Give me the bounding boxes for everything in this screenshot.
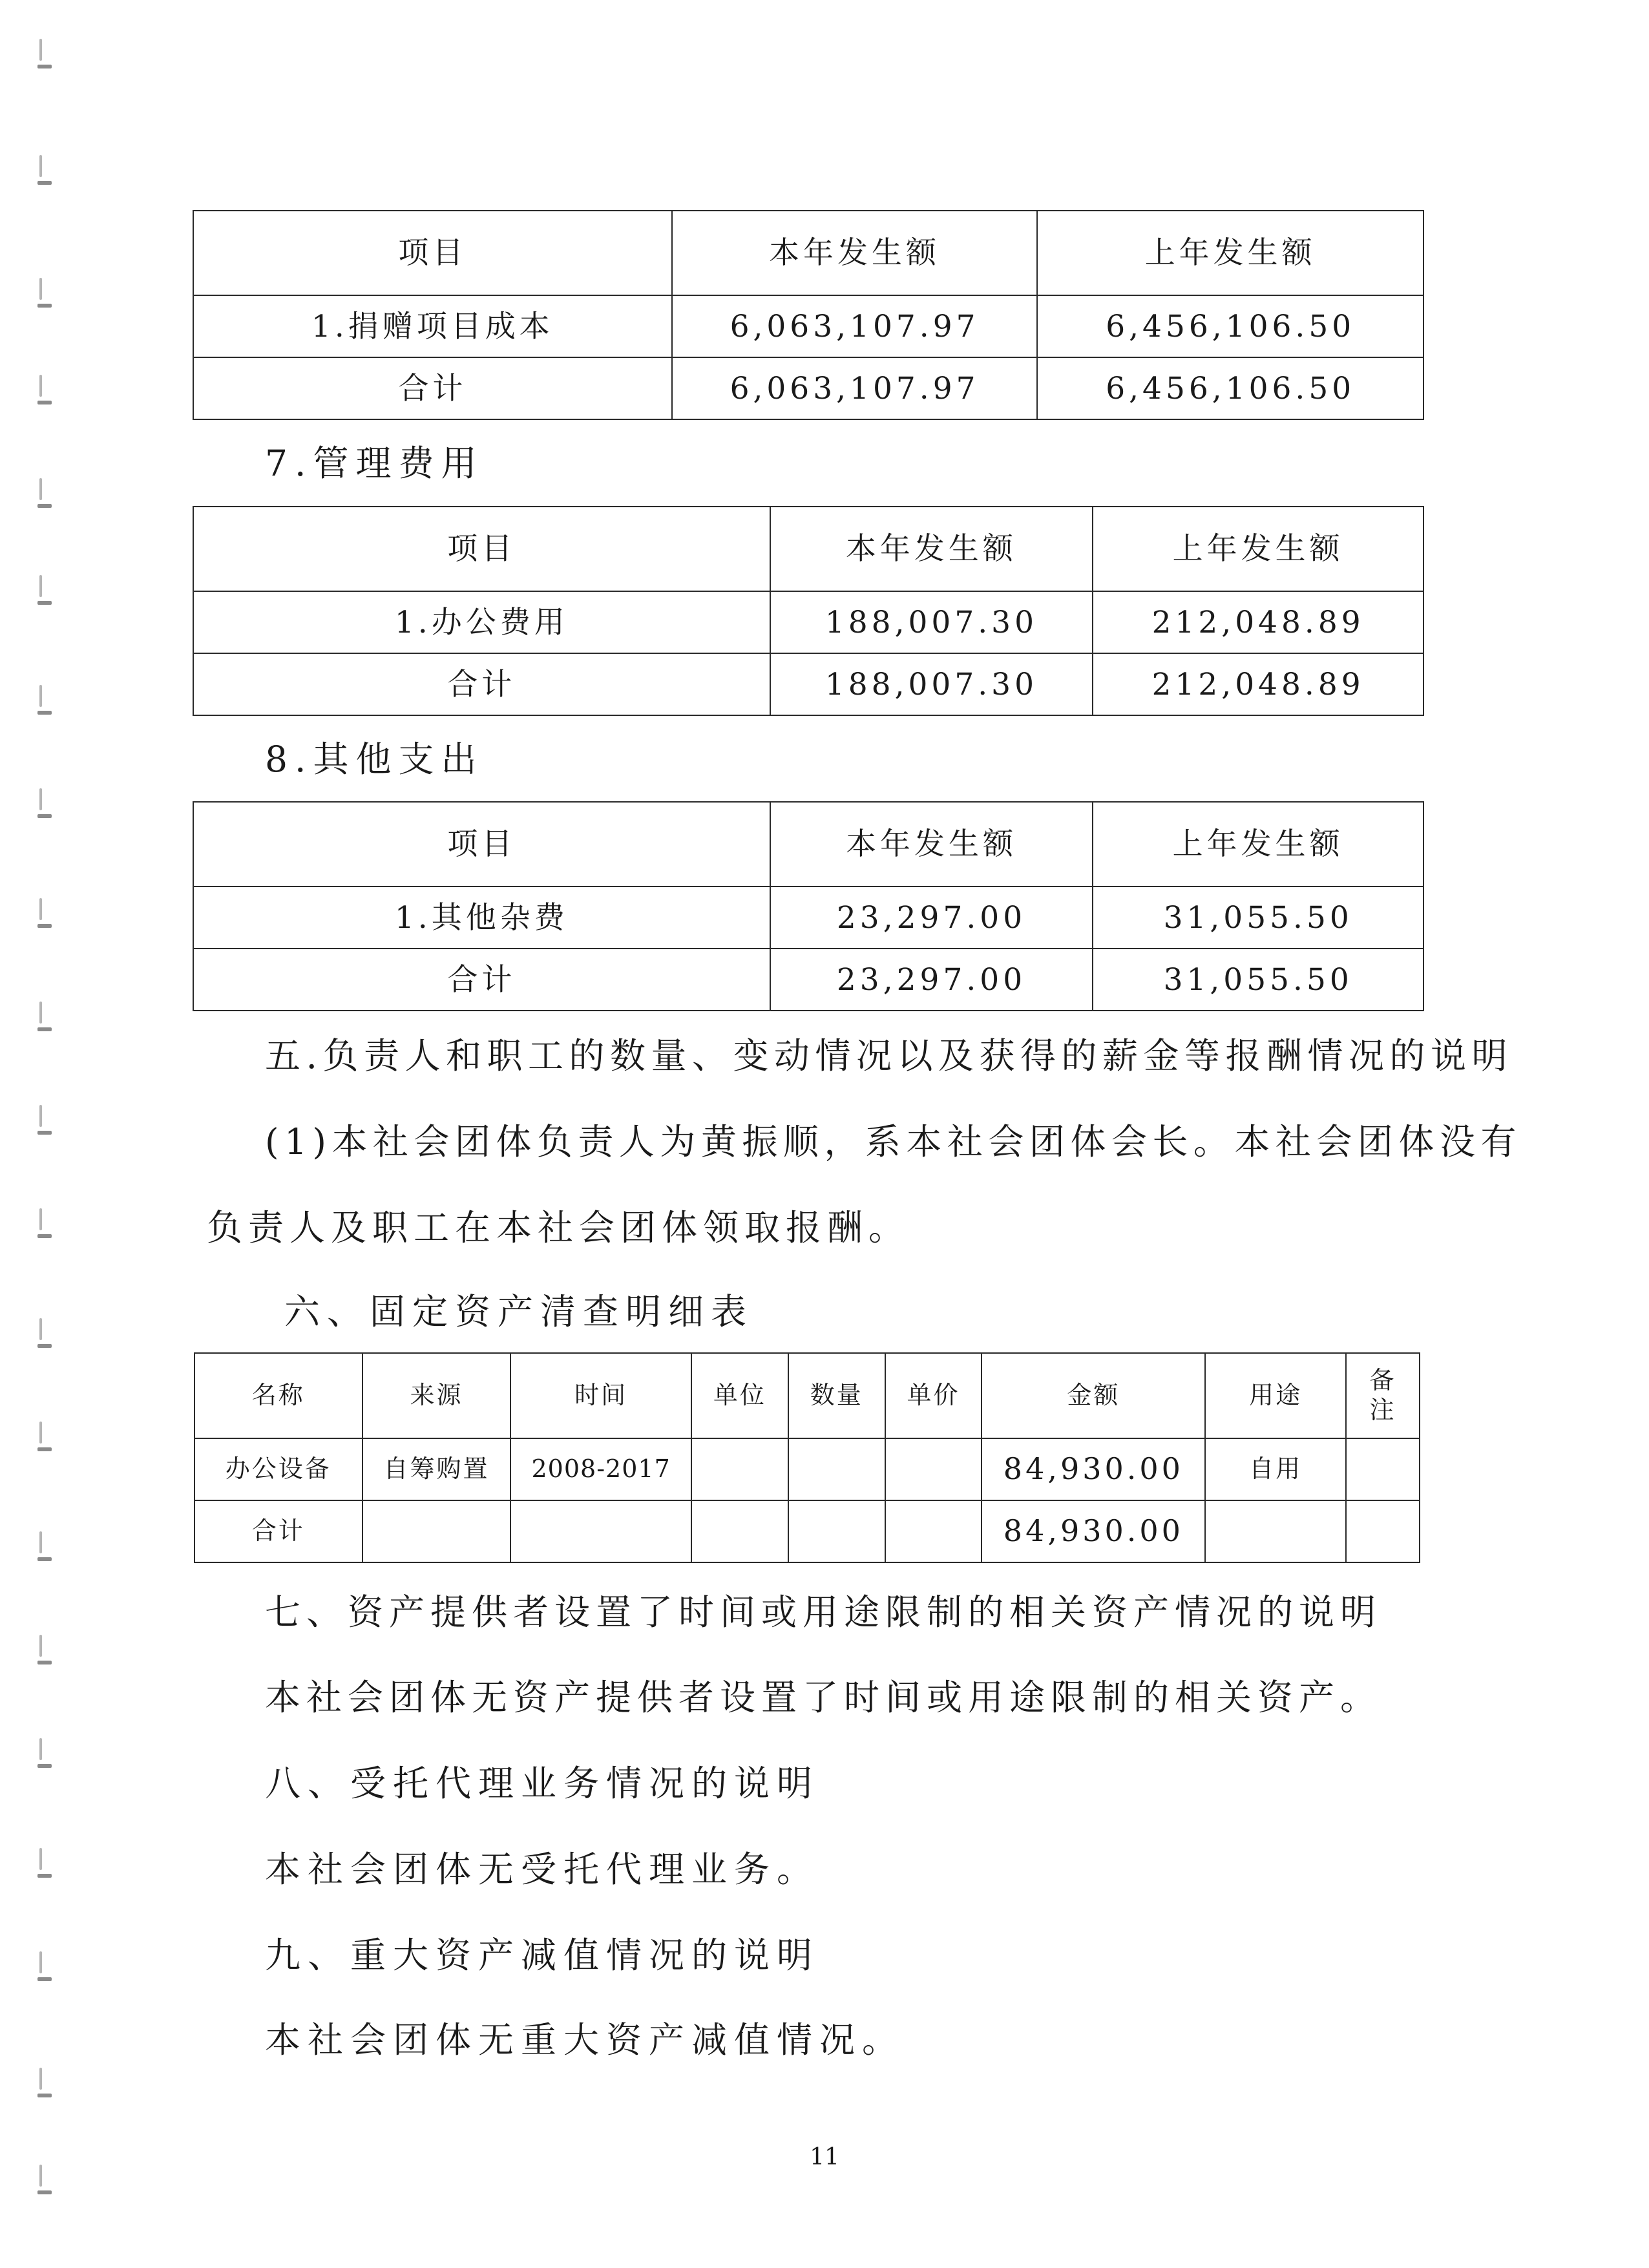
item-cell: 合计 xyxy=(193,949,770,1011)
header-cell: 本年发生额 xyxy=(770,802,1093,887)
section-5-title: 五.负责人和职工的数量、变动情况以及获得的薪金等报酬情况的说明 xyxy=(265,1035,1513,1076)
section-7b-title: 七、资产提供者设置了时间或用途限制的相关资产情况的说明 xyxy=(265,1591,1382,1633)
section-9-title: 九、重大资产减值情况的说明 xyxy=(265,1935,820,1976)
previous-year-cell: 31,055.50 xyxy=(1093,887,1423,949)
table-header-row xyxy=(194,1353,1420,1438)
header-cell: 本年发生额 xyxy=(672,211,1038,295)
header-cell: 上年发生额 xyxy=(1093,507,1423,591)
previous-year-cell: 6,456,106.50 xyxy=(1037,295,1423,357)
source-cell: 自筹购置 xyxy=(362,1438,511,1500)
remark-cell xyxy=(1346,1500,1420,1562)
table-row-total xyxy=(193,949,1423,1011)
section-9-body: 本社会团体无重大资产减值情况。 xyxy=(265,2019,905,2061)
current-year-cell: 6,063,107.97 xyxy=(672,295,1038,357)
previous-year-cell: 6,456,106.50 xyxy=(1037,357,1423,419)
table-row xyxy=(194,1438,1420,1500)
table-row xyxy=(193,591,1423,653)
header-cell: 备注 xyxy=(1346,1353,1420,1438)
header-cell: 上年发生额 xyxy=(1037,211,1423,295)
table-row-total xyxy=(193,653,1423,715)
usage-cell xyxy=(1205,1500,1346,1562)
unit-cell xyxy=(691,1500,788,1562)
current-year-cell: 23,297.00 xyxy=(770,887,1093,949)
header-cell: 单价 xyxy=(885,1353,982,1438)
section-5-paragraph-line1: (1)本社会团体负责人为黄振顺，系本社会团体会长。本社会团体没有 xyxy=(265,1121,1522,1162)
header-cell: 项目 xyxy=(193,802,770,887)
unit-cell xyxy=(691,1438,788,1500)
header-cell: 名称 xyxy=(194,1353,362,1438)
name-cell: 办公设备 xyxy=(194,1438,362,1500)
header-cell: 本年发生额 xyxy=(770,507,1093,591)
item-cell: 1.其他杂费 xyxy=(193,887,770,949)
item-cell: 1.捐赠项目成本 xyxy=(193,295,672,357)
table-row-total xyxy=(194,1500,1420,1562)
previous-year-cell: 212,048.89 xyxy=(1093,591,1423,653)
item-cell: 合计 xyxy=(193,653,770,715)
table-header-row xyxy=(193,802,1423,887)
section-7-title: 7.管理费用 xyxy=(265,443,484,484)
amount-cell: 84,930.00 xyxy=(982,1438,1205,1500)
section-8b-title: 八、受托代理业务情况的说明 xyxy=(265,1763,820,1804)
header-cell: 项目 xyxy=(193,211,672,295)
source-cell xyxy=(362,1500,511,1562)
table-row xyxy=(193,295,1423,357)
current-year-cell: 188,007.30 xyxy=(770,653,1093,715)
section-8b-body: 本社会团体无受托代理业务。 xyxy=(265,1849,820,1890)
table-row-total xyxy=(193,357,1423,419)
other-expense-table xyxy=(193,801,1424,1011)
binding-holes xyxy=(37,39,57,2236)
header-cell: 时间 xyxy=(510,1353,691,1438)
header-cell: 金额 xyxy=(982,1353,1205,1438)
section-6-title: 六、固定资产清查明细表 xyxy=(284,1291,754,1332)
remark-cell xyxy=(1346,1438,1420,1500)
item-cell: 1.办公费用 xyxy=(193,591,770,653)
program-cost-table xyxy=(193,210,1424,420)
current-year-cell: 23,297.00 xyxy=(770,949,1093,1011)
time-cell xyxy=(510,1500,691,1562)
unit-price-cell xyxy=(885,1500,982,1562)
admin-expense-table xyxy=(193,506,1424,716)
quantity-cell xyxy=(788,1438,885,1500)
amount-cell: 84,930.00 xyxy=(982,1500,1205,1562)
section-5-paragraph-line2: 负责人及职工在本社会团体领取报酬。 xyxy=(207,1207,910,1248)
header-cell: 项目 xyxy=(193,507,770,591)
section-8-title: 8.其他支出 xyxy=(265,739,484,780)
table-header-row xyxy=(193,507,1423,591)
section-7b-body: 本社会团体无资产提供者设置了时间或用途限制的相关资产。 xyxy=(265,1677,1382,1718)
header-cell: 上年发生额 xyxy=(1093,802,1423,887)
current-year-cell: 188,007.30 xyxy=(770,591,1093,653)
name-cell: 合计 xyxy=(194,1500,362,1562)
fixed-assets-table xyxy=(194,1352,1420,1563)
header-cell: 数量 xyxy=(788,1353,885,1438)
table-header-row xyxy=(193,211,1423,295)
time-cell: 2008-2017 xyxy=(510,1438,691,1500)
current-year-cell: 6,063,107.97 xyxy=(672,357,1038,419)
previous-year-cell: 31,055.50 xyxy=(1093,949,1423,1011)
table-row xyxy=(193,887,1423,949)
previous-year-cell: 212,048.89 xyxy=(1093,653,1423,715)
unit-price-cell xyxy=(885,1438,982,1500)
quantity-cell xyxy=(788,1500,885,1562)
header-cell: 用途 xyxy=(1205,1353,1346,1438)
item-cell: 合计 xyxy=(193,357,672,419)
page-number: 11 xyxy=(810,2144,839,2170)
usage-cell: 自用 xyxy=(1205,1438,1346,1500)
header-cell: 来源 xyxy=(362,1353,511,1438)
header-cell: 单位 xyxy=(691,1353,788,1438)
